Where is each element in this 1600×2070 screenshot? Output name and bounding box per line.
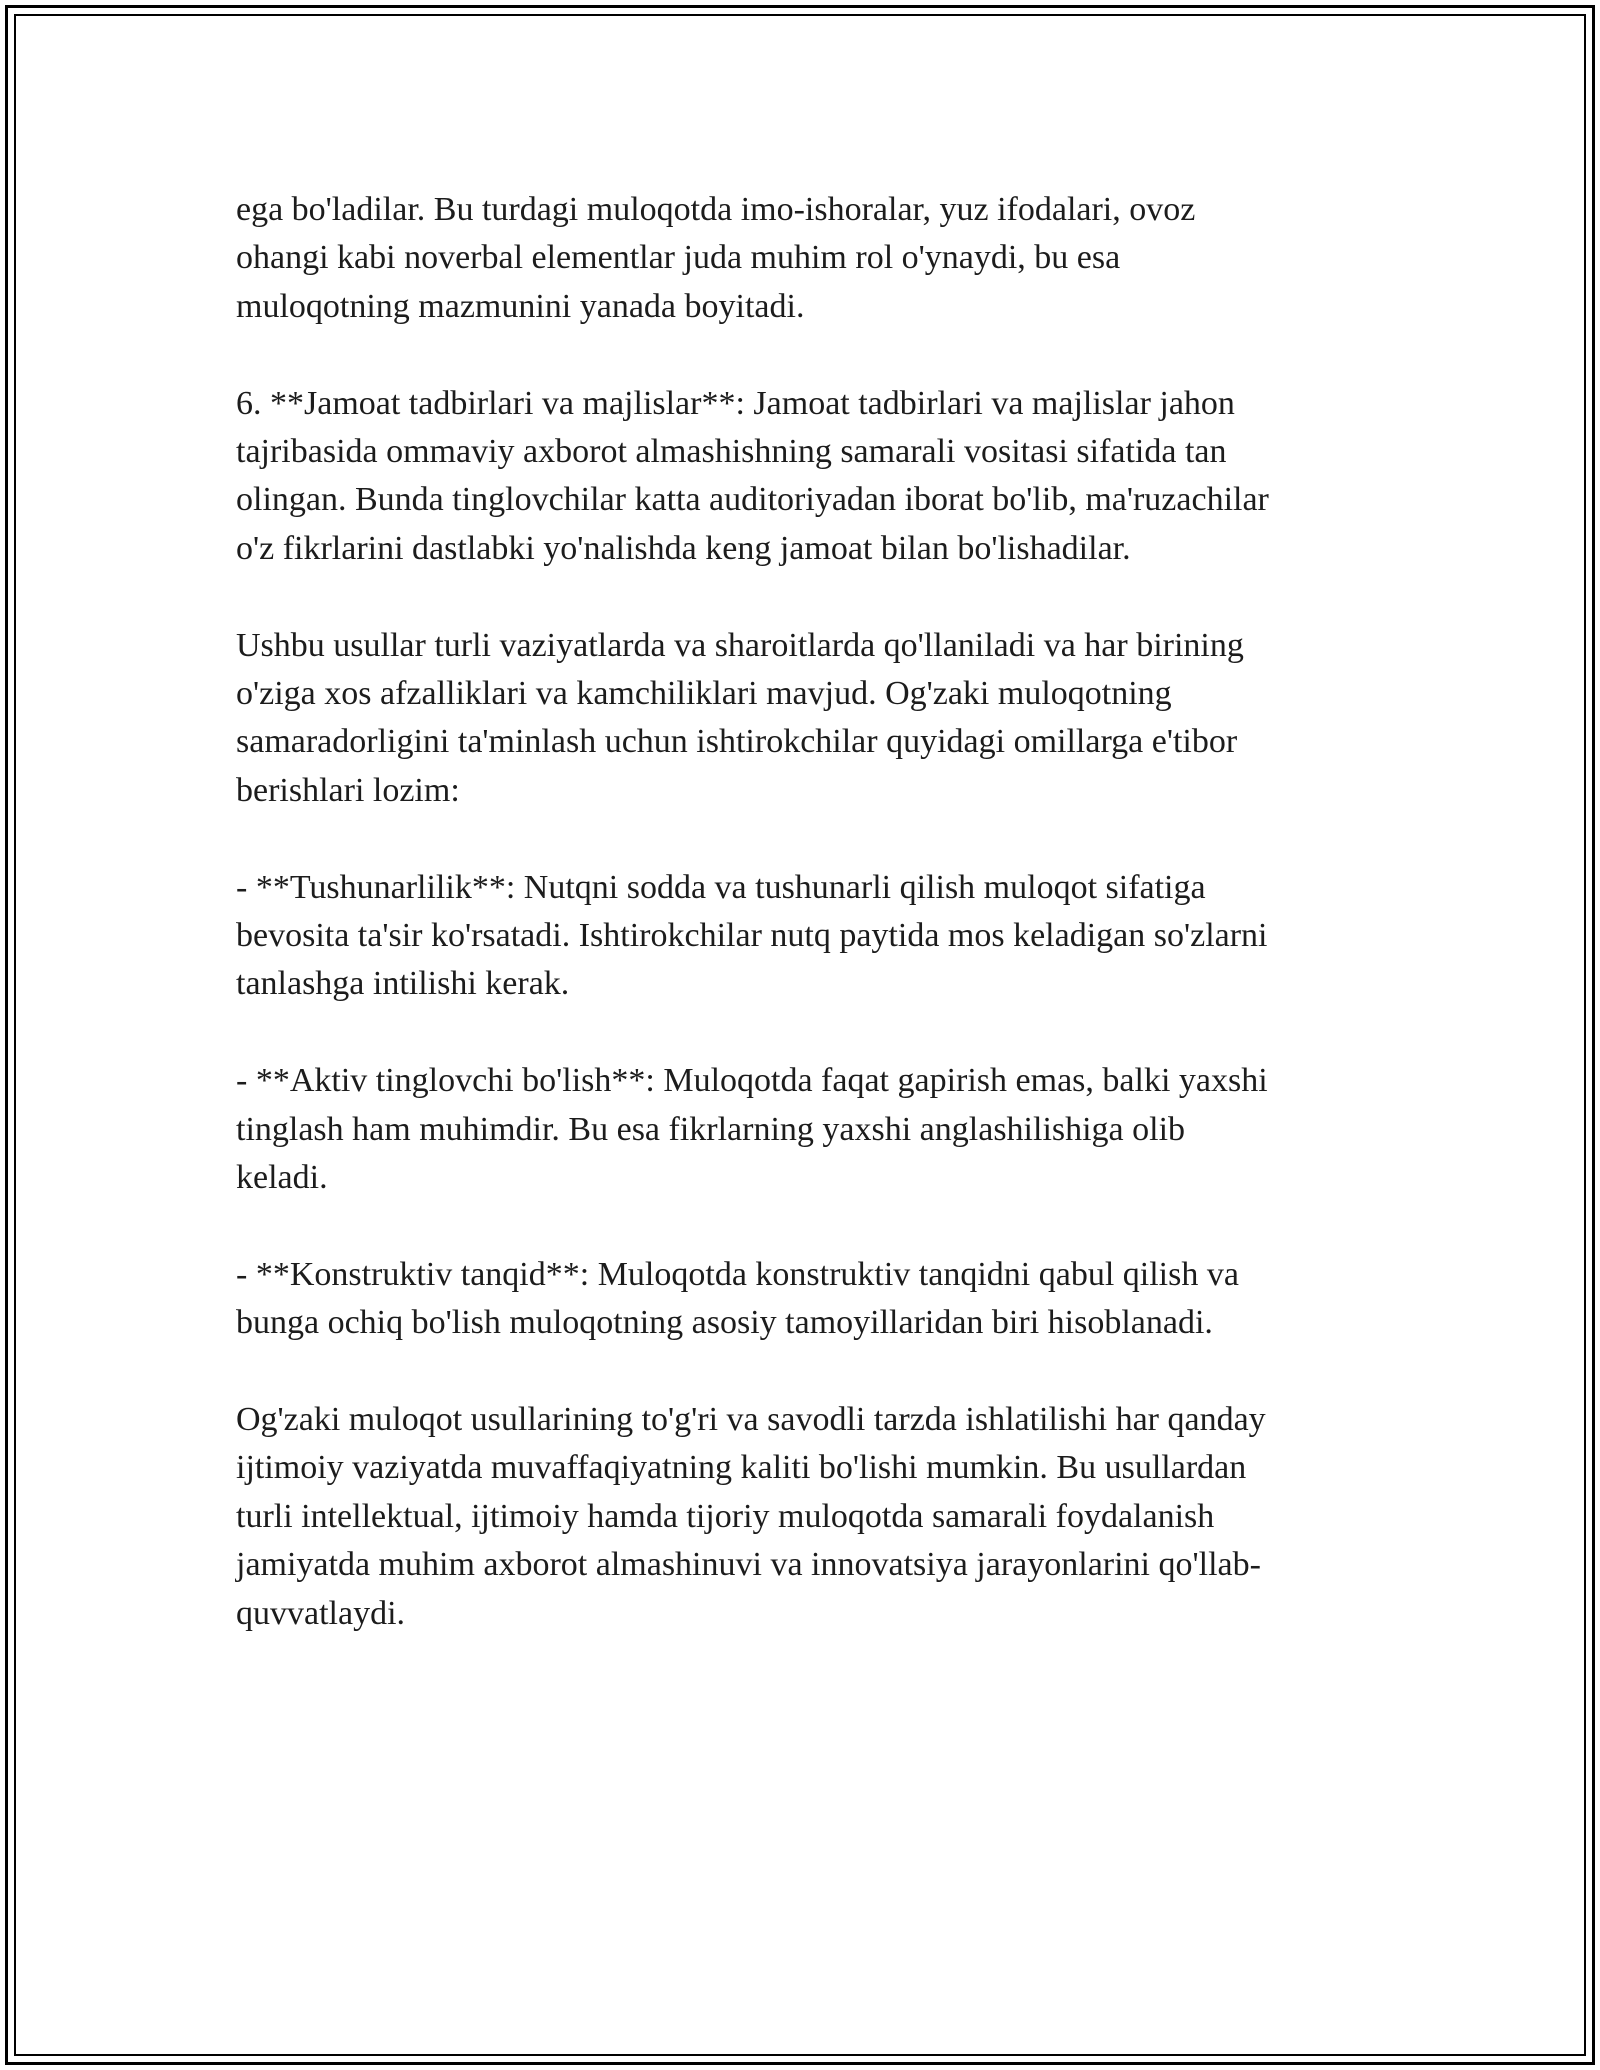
list-item-active-listening: - **Aktiv tinglovchi bo'lish**: Muloqotda faqat gapirish emas, balki yaxshi tinglash ham muhimdir. Bu esa fikrlarning yaxshi anglashilishiga olib keladi. <box>236 1062 1268 1197</box>
list-item-clarity: - **Tushunarlilik**: Nutqni sodda va tushunarli qilish muloqot sifatiga bevosita ta'sir ko'rsatadi. Ishtirokchilar nutq paytida mos keladigan so'zlarni tanlashga intilishi kerak. <box>236 868 1268 1003</box>
paragraph-nonverbal-continuation: ega bo'ladilar. Bu turdagi muloqotda imo-ishoralar, yuz ifodalari, ovoz ohangi kabi noverbal elementlar juda muhim rol o'ynaydi, bu esa muloqotning mazmunini yanada boyitadi. <box>236 191 1196 325</box>
list-item-constructive-criticism: - **Konstruktiv tanqid**: Muloqotda konstruktiv tanqidni qabul qilish va bunga ochiq bo'lish muloqotning asosiy tamoyillaridan biri hisoblanadi. <box>236 1255 1239 1342</box>
paragraph-methods-summary: Ushbu usullar turli vaziyatlarda va sharoitlarda qo'llaniladi va har birining o'ziga xos afzalliklari va kamchiliklari mavjud. Og'zaki muloqotning samaradorligini ta'minlash uchun ishtirokchilar quyidagi omillarga e'tibor berishlari lozim: <box>236 626 1244 809</box>
paragraph-public-events: 6. **Jamoat tadbirlari va majlislar**: Jamoat tadbirlari va majlislar jahon tajribasida ommaviy axborot almashishning samarali vositasi sifatida tan olingan. Bunda tinglovchilar katta auditoriyadan iborat bo'lib, ma'ruzachilar o'z fikrlarini dastlabki yo'nalishda keng jamoat bilan bo'lishadilar. <box>236 384 1269 567</box>
paragraph-conclusion: Og'zaki muloqot usullarining to'g'ri va savodli tarzda ishlatilishi har qanday ijtimoiy vaziyatda muvaffaqiyatning kaliti bo'lishi mumkin. Bu usullardan turli intellektual, ijtimoiy hamda tijoriy muloqotda samarali foydalanish jamiyatda muhim axborot almashinuvi va innovatsiya jarayonlarini qo'llab- quvvatlaydi. <box>236 1401 1266 1632</box>
document-body <box>236 186 1371 1638</box>
